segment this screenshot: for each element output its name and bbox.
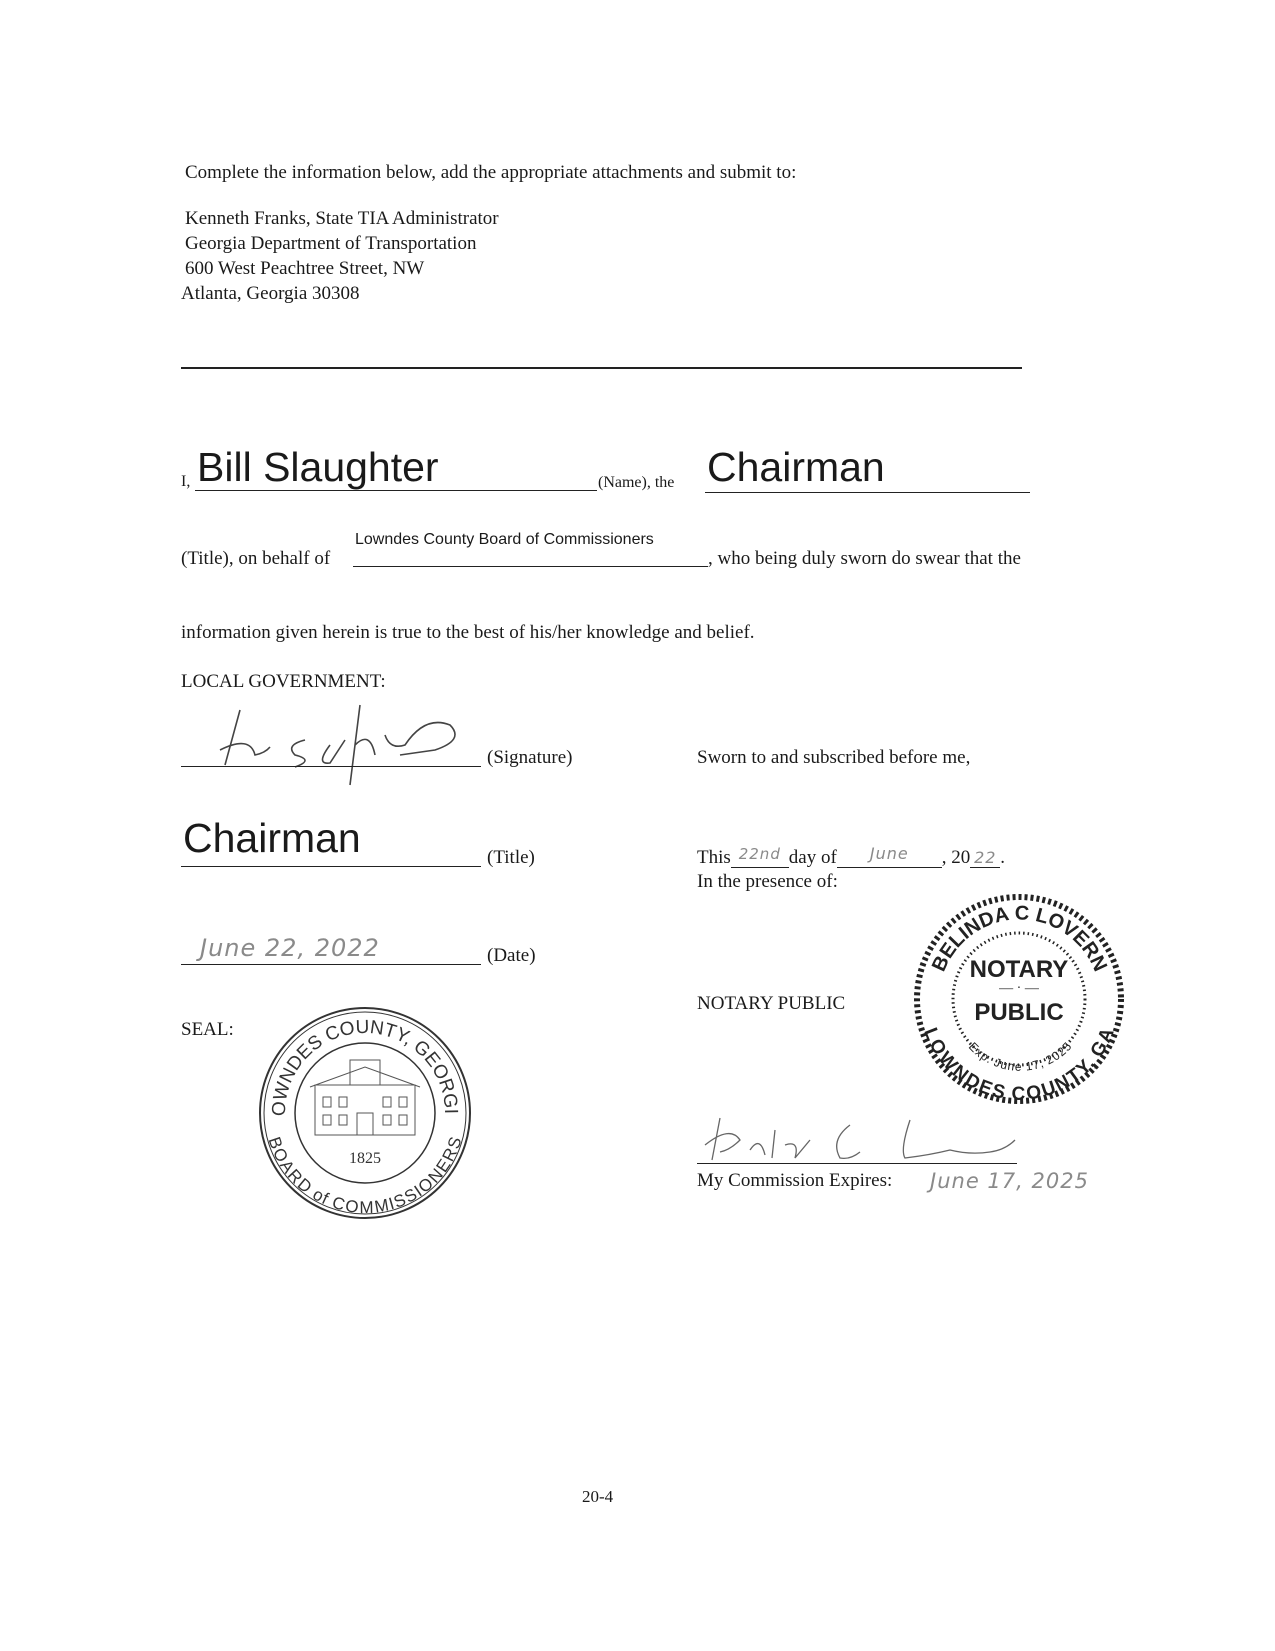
month-value: June bbox=[869, 844, 909, 863]
name-value: Bill Slaughter bbox=[197, 444, 439, 490]
oath-suffix: , who being duly sworn do swear that the bbox=[708, 548, 1021, 569]
stamp-center-public: PUBLIC bbox=[974, 999, 1064, 1026]
name-label: (Name), the bbox=[598, 474, 675, 491]
address-line: Georgia Department of Transportation bbox=[185, 233, 477, 254]
county-seal bbox=[248, 989, 475, 1220]
notary-stamp bbox=[912, 892, 1127, 1107]
name-line bbox=[195, 490, 597, 491]
lg-title-value: Chairman bbox=[183, 815, 361, 861]
notary-public-label: NOTARY PUBLIC bbox=[697, 993, 846, 1014]
local-government-heading: LOCAL GOVERNMENT: bbox=[181, 671, 386, 692]
address-line: 600 West Peachtree Street, NW bbox=[185, 258, 425, 279]
address-line: Kenneth Franks, State TIA Administrator bbox=[185, 208, 499, 229]
instructions: Complete the information below, add the appropriate attachments and submit to: bbox=[185, 162, 797, 183]
stamp-dash: — · — bbox=[999, 981, 1039, 996]
commission-label: My Commission Expires: bbox=[697, 1170, 893, 1191]
date-value: June 22, 2022 bbox=[200, 934, 380, 962]
org-line bbox=[353, 566, 708, 567]
seal-year: 1825 bbox=[349, 1150, 381, 1167]
oath-prefix: I, bbox=[181, 473, 191, 490]
notary-signature-line bbox=[697, 1163, 1017, 1164]
this-text: This bbox=[697, 847, 731, 868]
stamp-center-notary: NOTARY bbox=[969, 956, 1069, 983]
day-of-text: day of bbox=[788, 847, 837, 868]
year-prefix: , 20 bbox=[941, 847, 971, 868]
lg-title-line bbox=[181, 866, 481, 867]
title-value: Chairman bbox=[707, 444, 885, 490]
signature-label: (Signature) bbox=[487, 747, 573, 768]
seal-bottom-text: BOARD of COMMISSIONERS bbox=[264, 1134, 466, 1218]
oath-line2: information given herein is true to the best of his/her knowledge and belief. bbox=[181, 622, 755, 643]
org-value: Lowndes County Board of Commissioners bbox=[355, 531, 654, 548]
seal-top-text: LOWNDES COUNTY, GEORGIA bbox=[248, 989, 462, 1117]
stamp-top-text: BELINDA C LOVERN bbox=[927, 902, 1112, 975]
date-label: (Date) bbox=[487, 945, 536, 966]
date-line bbox=[181, 964, 481, 965]
signature-image bbox=[210, 695, 470, 785]
title-label: (Title), on behalf of bbox=[181, 548, 331, 569]
notary-signature-image bbox=[700, 1110, 1030, 1170]
signature-line bbox=[181, 766, 481, 767]
seal-label: SEAL: bbox=[181, 1019, 234, 1040]
stamp-bottom-text: LOWNDES COUNTY, GA bbox=[919, 1025, 1119, 1105]
divider bbox=[181, 367, 1022, 369]
day-value: 22nd bbox=[738, 845, 781, 863]
lg-title-label: (Title) bbox=[487, 847, 535, 868]
sworn-text: Sworn to and subscribed before me, bbox=[697, 747, 971, 768]
presence-text: In the presence of: bbox=[697, 871, 838, 892]
stamp-exp-text: Exp. June 17, 2025 bbox=[965, 1039, 1075, 1074]
commission-value: June 17, 2025 bbox=[930, 1169, 1089, 1193]
courthouse-icon bbox=[310, 1060, 420, 1135]
title-line bbox=[705, 492, 1030, 493]
address-line: Atlanta, Georgia 30308 bbox=[181, 283, 360, 304]
period: . bbox=[1000, 847, 1006, 868]
year-value: 22 bbox=[974, 848, 997, 867]
page-number: 20-4 bbox=[582, 1487, 614, 1506]
notary-date-line bbox=[697, 844, 1006, 868]
